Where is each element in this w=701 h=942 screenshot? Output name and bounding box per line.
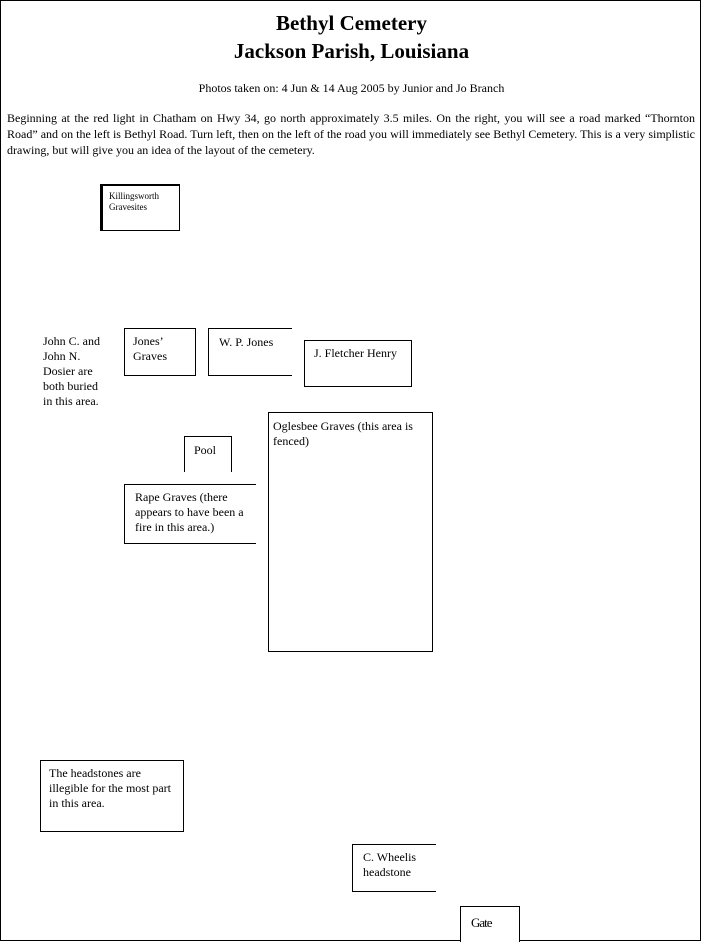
page-subtitle: Jackson Parish, Louisiana [233,39,470,63]
killingsworth-label: Killingsworth Gravesites [109,191,160,212]
rape-graves-label: Rape Graves (there appears to have been a fire in this area.) [135,490,244,534]
jones-graves-box [124,328,196,376]
killingsworth-gravesites-box [100,184,180,231]
page-title: Bethyl Cemetery [275,11,428,35]
pool-label: Pool [194,443,217,457]
gate-box [460,906,520,942]
directions-text: Beginning at the red light in Chatham on Hwy 34, go north approximately 3.5 miles. On the right, you will see a road marked “Thornton Road” and on the left is Bethyl Road. Turn left, then on the left of the road you will immediately see Bethyl Cemetery. This is a very simplistic drawing, but will give you an idea of the layout of the cemetery. [7,111,695,157]
pool-box [184,436,232,472]
wp-jones-box [208,328,292,376]
oglesbee-label: Oglesbee Graves (this area is fenced) [273,419,413,448]
gate-label: Gate [471,915,492,930]
photos-credit: Photos taken on: 4 Jun & 14 Aug 2005 by Junior and Jo Branch [198,81,505,95]
wp-jones-label: W. P. Jones [219,335,274,349]
wheelis-label: C. Wheelis headstone [363,850,417,879]
jones-graves-label: Jones’ Graves [133,334,167,363]
rape-graves-box [124,484,256,544]
oglesbee-graves-box [268,412,433,652]
wheelis-headstone-box [352,844,436,892]
fletcher-henry-box [304,340,412,387]
illegible-headstones-box [40,760,184,832]
fletcher-henry-label: J. Fletcher Henry [314,346,397,360]
illegible-label: The headstones are illegible for the most part in this area. [49,766,171,810]
dosier-note: John C. and John N. Dosier are both buried in this area. [43,334,100,408]
